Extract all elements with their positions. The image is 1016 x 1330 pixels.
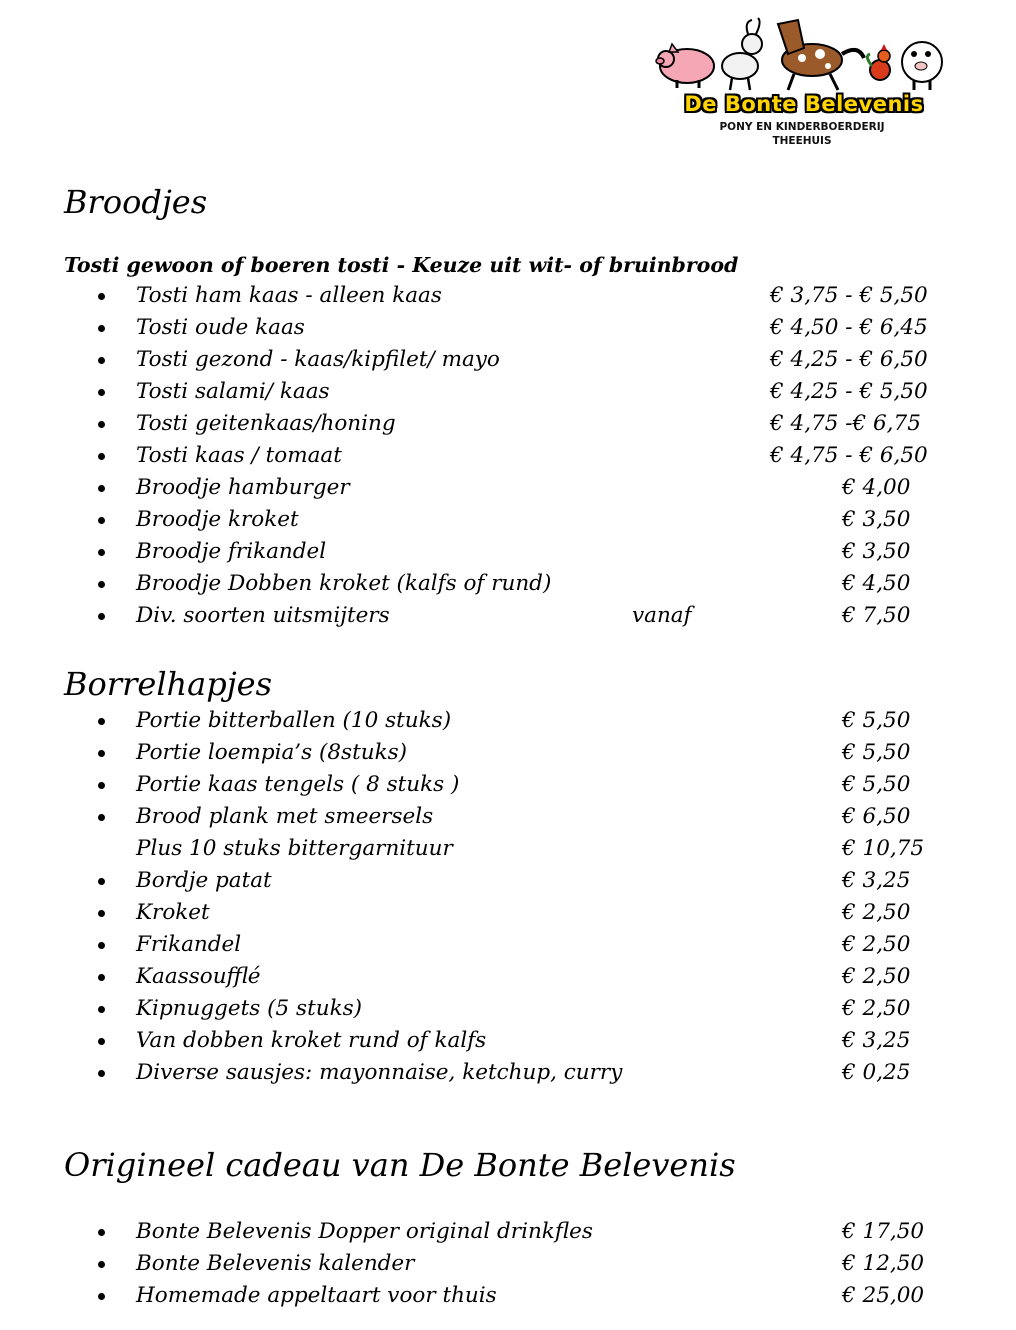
item-note: vanaf — [632, 603, 692, 628]
bullet-icon — [98, 750, 105, 757]
item-price: € 4,50 — [842, 571, 911, 596]
bullet-icon — [98, 357, 105, 364]
menu-item — [0, 1057, 1016, 1089]
item-name: Homemade appeltaart voor thuis — [136, 1283, 497, 1308]
menu-item — [0, 568, 1016, 600]
item-price: € 2,50 — [842, 996, 911, 1021]
item-price: € 5,50 — [842, 740, 911, 765]
bullet-icon — [98, 325, 105, 332]
menu-item — [0, 897, 1016, 929]
bullet-icon — [98, 453, 105, 460]
bullet-icon — [98, 581, 105, 588]
menu-item — [0, 408, 1016, 440]
menu-item — [0, 865, 1016, 897]
menu-item — [0, 504, 1016, 536]
menu-item — [0, 961, 1016, 993]
item-name: Tosti ham kaas - alleen kaas — [136, 283, 442, 308]
bullet-icon — [98, 1070, 105, 1077]
item-price: € 4,00 — [842, 475, 911, 500]
item-name: Kroket — [136, 900, 210, 925]
bullet-icon — [98, 718, 105, 725]
menu-item — [0, 312, 1016, 344]
item-name: Broodje kroket — [136, 507, 299, 532]
item-name: Bonte Belevenis Dopper original drinkfles — [136, 1219, 593, 1244]
item-name: Portie bitterballen (10 stuks) — [136, 708, 452, 733]
item-name: Portie kaas tengels ( 8 stuks ) — [136, 772, 460, 797]
item-price: € 25,00 — [842, 1283, 925, 1308]
item-price: € 3,25 — [842, 1028, 911, 1053]
item-name: Kipnuggets (5 stuks) — [136, 996, 363, 1021]
logo-subtitle: PONY EN KINDERBOERDERIJ — [719, 121, 885, 133]
bullet-icon — [98, 1006, 105, 1013]
bullet-icon — [98, 549, 105, 556]
rooster-icon — [867, 44, 890, 80]
menu-item — [0, 440, 1016, 472]
menu-item — [0, 472, 1016, 504]
item-name: Tosti kaas / tomaat — [136, 443, 342, 468]
item-price: € 4,75 -€ 6,75 — [770, 411, 921, 436]
bullet-icon — [98, 1229, 105, 1236]
item-price: € 3,50 — [842, 539, 911, 564]
item-price: € 10,75 — [842, 836, 925, 861]
bullet-icon — [98, 942, 105, 949]
section-heading-borrelhapjes: Borrelhapjes — [64, 665, 272, 703]
section-subheading: Tosti gewoon of boeren tosti - Keuze uit wit- of bruinbrood — [64, 253, 739, 277]
item-price: € 12,50 — [842, 1251, 925, 1276]
menu-item — [0, 993, 1016, 1025]
item-price: € 4,50 - € 6,45 — [770, 315, 928, 340]
item-price: € 4,75 - € 6,50 — [770, 443, 928, 468]
item-name: Brood plank met smeersels — [136, 804, 434, 829]
bullet-icon — [98, 974, 105, 981]
item-name: Tosti gezond - kaas/kipfilet/ mayo — [136, 347, 500, 372]
item-price: € 4,25 - € 5,50 — [770, 379, 928, 404]
item-name: Broodje hamburger — [136, 475, 350, 500]
bullet-icon — [98, 814, 105, 821]
logo — [652, 14, 952, 146]
item-name: Portie loempia’s (8stuks) — [136, 740, 408, 765]
logo-title: De Bonte Belevenis — [684, 92, 924, 116]
pig-icon — [656, 44, 714, 88]
bullet-icon — [98, 1293, 105, 1300]
bullet-icon — [98, 517, 105, 524]
menu-item — [0, 376, 1016, 408]
item-name: Frikandel — [136, 932, 242, 957]
item-price: € 2,50 — [842, 964, 911, 989]
item-name: Van dobben kroket rund of kalfs — [136, 1028, 487, 1053]
bullet-icon — [98, 613, 105, 620]
bullet-icon — [98, 1038, 105, 1045]
item-price: € 5,50 — [842, 772, 911, 797]
menu-item — [0, 737, 1016, 769]
item-name: Tosti geitenkaas/honing — [136, 411, 396, 436]
item-name: Div. soorten uitsmijters — [136, 603, 390, 628]
item-name: Diverse sausjes: mayonnaise, ketchup, curry — [136, 1060, 623, 1085]
bullet-icon — [98, 910, 105, 917]
menu-item — [0, 280, 1016, 312]
menu-item — [0, 1280, 1016, 1312]
bullet-icon — [98, 878, 105, 885]
item-price: € 3,25 — [842, 868, 911, 893]
bullet-icon — [98, 293, 105, 300]
item-price: € 6,50 — [842, 804, 911, 829]
bullet-icon — [98, 782, 105, 789]
sheep-icon — [902, 42, 942, 90]
item-name: Tosti salami/ kaas — [136, 379, 330, 404]
bullet-icon — [98, 421, 105, 428]
menu-item — [0, 600, 1016, 632]
menu-item — [0, 833, 1016, 865]
item-name: Broodje Dobben kroket (kalfs of rund) — [136, 571, 552, 596]
section-heading-broodjes: Broodjes — [64, 183, 208, 221]
logo-subtitle: THEEHUIS — [772, 135, 832, 147]
item-price: € 0,25 — [842, 1060, 911, 1085]
item-price: € 2,50 — [842, 932, 911, 957]
menu-item — [0, 536, 1016, 568]
item-name: Bonte Belevenis kalender — [136, 1251, 415, 1276]
menu-item — [0, 1248, 1016, 1280]
bullet-icon — [98, 389, 105, 396]
menu-item — [0, 769, 1016, 801]
section-heading-cadeau: Origineel cadeau van De Bonte Belevenis — [64, 1146, 736, 1184]
item-price: € 2,50 — [842, 900, 911, 925]
item-name: Broodje frikandel — [136, 539, 327, 564]
item-name: Bordje patat — [136, 868, 272, 893]
item-name: Kaassoufflé — [136, 964, 261, 989]
item-price: € 3,50 — [842, 507, 911, 532]
item-price: € 4,25 - € 6,50 — [770, 347, 928, 372]
farm-animals-illustration — [652, 14, 952, 94]
item-price: € 5,50 — [842, 708, 911, 733]
menu-item — [0, 1025, 1016, 1057]
item-price: € 17,50 — [842, 1219, 925, 1244]
goat-icon — [722, 18, 762, 90]
menu-item — [0, 929, 1016, 961]
item-name: Plus 10 stuks bittergarnituur — [136, 836, 453, 861]
bullet-icon — [98, 1261, 105, 1268]
menu-item — [0, 1216, 1016, 1248]
item-price: € 3,75 - € 5,50 — [770, 283, 928, 308]
menu-item — [0, 344, 1016, 376]
menu-item — [0, 801, 1016, 833]
item-price: € 7,50 — [842, 603, 911, 628]
item-name: Tosti oude kaas — [136, 315, 305, 340]
horse-icon — [778, 20, 864, 90]
menu-item — [0, 705, 1016, 737]
bullet-icon — [98, 485, 105, 492]
